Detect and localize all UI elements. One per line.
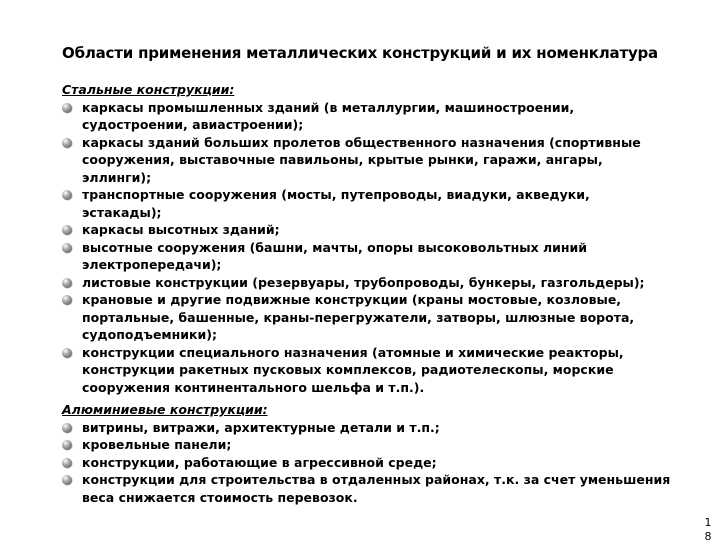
list-item <box>62 291 672 344</box>
list-item <box>62 344 672 397</box>
list-item-text: листовые конструкции (резервуары, трубопроводы, бункеры, газгольдеры); <box>82 274 645 290</box>
list-item <box>62 239 672 274</box>
list-item <box>62 419 672 437</box>
list-item <box>62 274 672 292</box>
list-item <box>62 221 672 239</box>
bullet-icon <box>62 278 72 288</box>
bullet-icon <box>62 243 72 253</box>
list-item <box>62 436 672 454</box>
list-item-text: высотные сооружения (башни, мачты, опоры высоковольтных линий электропередачи); <box>82 239 588 272</box>
steel-list <box>62 99 672 397</box>
bullet-icon <box>62 190 72 200</box>
list-item-text: крановые и другие подвижные конструкции (краны мостовые, козловые, портальные, башенные, краны-перегружатели, затворы, шлюзные ворота, судоподъемники); <box>82 292 635 342</box>
page-number: 1 8 <box>704 516 712 543</box>
bullet-icon <box>62 440 72 450</box>
list-item <box>62 454 672 472</box>
bullet-icon <box>62 348 72 358</box>
slide-title: Области применения металлических конструкций и их номенклатура <box>62 44 658 62</box>
list-item-text: транспортные сооружения (мосты, путепроводы, виадуки, акведуки, эстакады); <box>82 187 590 220</box>
list-item <box>62 471 672 506</box>
bullet-icon <box>62 475 72 485</box>
list-item-text: каркасы высотных зданий; <box>82 222 280 237</box>
list-item-text: каркасы зданий больших пролетов общественного назначения (спортивные сооружения, выставочные павильоны, крытые рынки, гаражи, ангары, эллинги); <box>82 134 641 185</box>
list-item-text: конструкции, работающие в агрессивной среде; <box>82 454 437 470</box>
bullet-icon <box>62 138 72 148</box>
list-item-text: кровельные панели; <box>82 437 232 452</box>
bullet-icon <box>62 458 72 468</box>
bullet-icon <box>62 225 72 235</box>
list-item-text: конструкции для строительства в отдаленных районах, т.к. за счет уменьшения веса снижается стоимость перевозок. <box>82 472 671 505</box>
aluminum-list <box>62 419 672 507</box>
list-item-text: каркасы промышленных зданий (в металлургии, машиностроении, судостроении, авиастроении); <box>82 99 575 132</box>
bullet-icon <box>62 295 72 305</box>
list-item-text: конструкции специального назначения (атомные и химические реакторы, конструкции ракетных пусковых комплексов, радиотелескопы, морские сооружения континентального шельфа и т.п.). <box>82 344 624 395</box>
list-item <box>62 186 672 221</box>
bullet-icon <box>62 423 72 433</box>
list-item <box>62 99 672 134</box>
slide-content <box>62 81 672 506</box>
list-item-text: витрины, витражи, архитектурные детали и т.п.; <box>82 419 440 435</box>
list-item <box>62 134 672 187</box>
steel-section-heading: Стальные конструкции: <box>62 82 235 97</box>
aluminum-section-heading: Алюминиевые конструкции: <box>62 402 268 417</box>
bullet-icon <box>62 103 72 113</box>
